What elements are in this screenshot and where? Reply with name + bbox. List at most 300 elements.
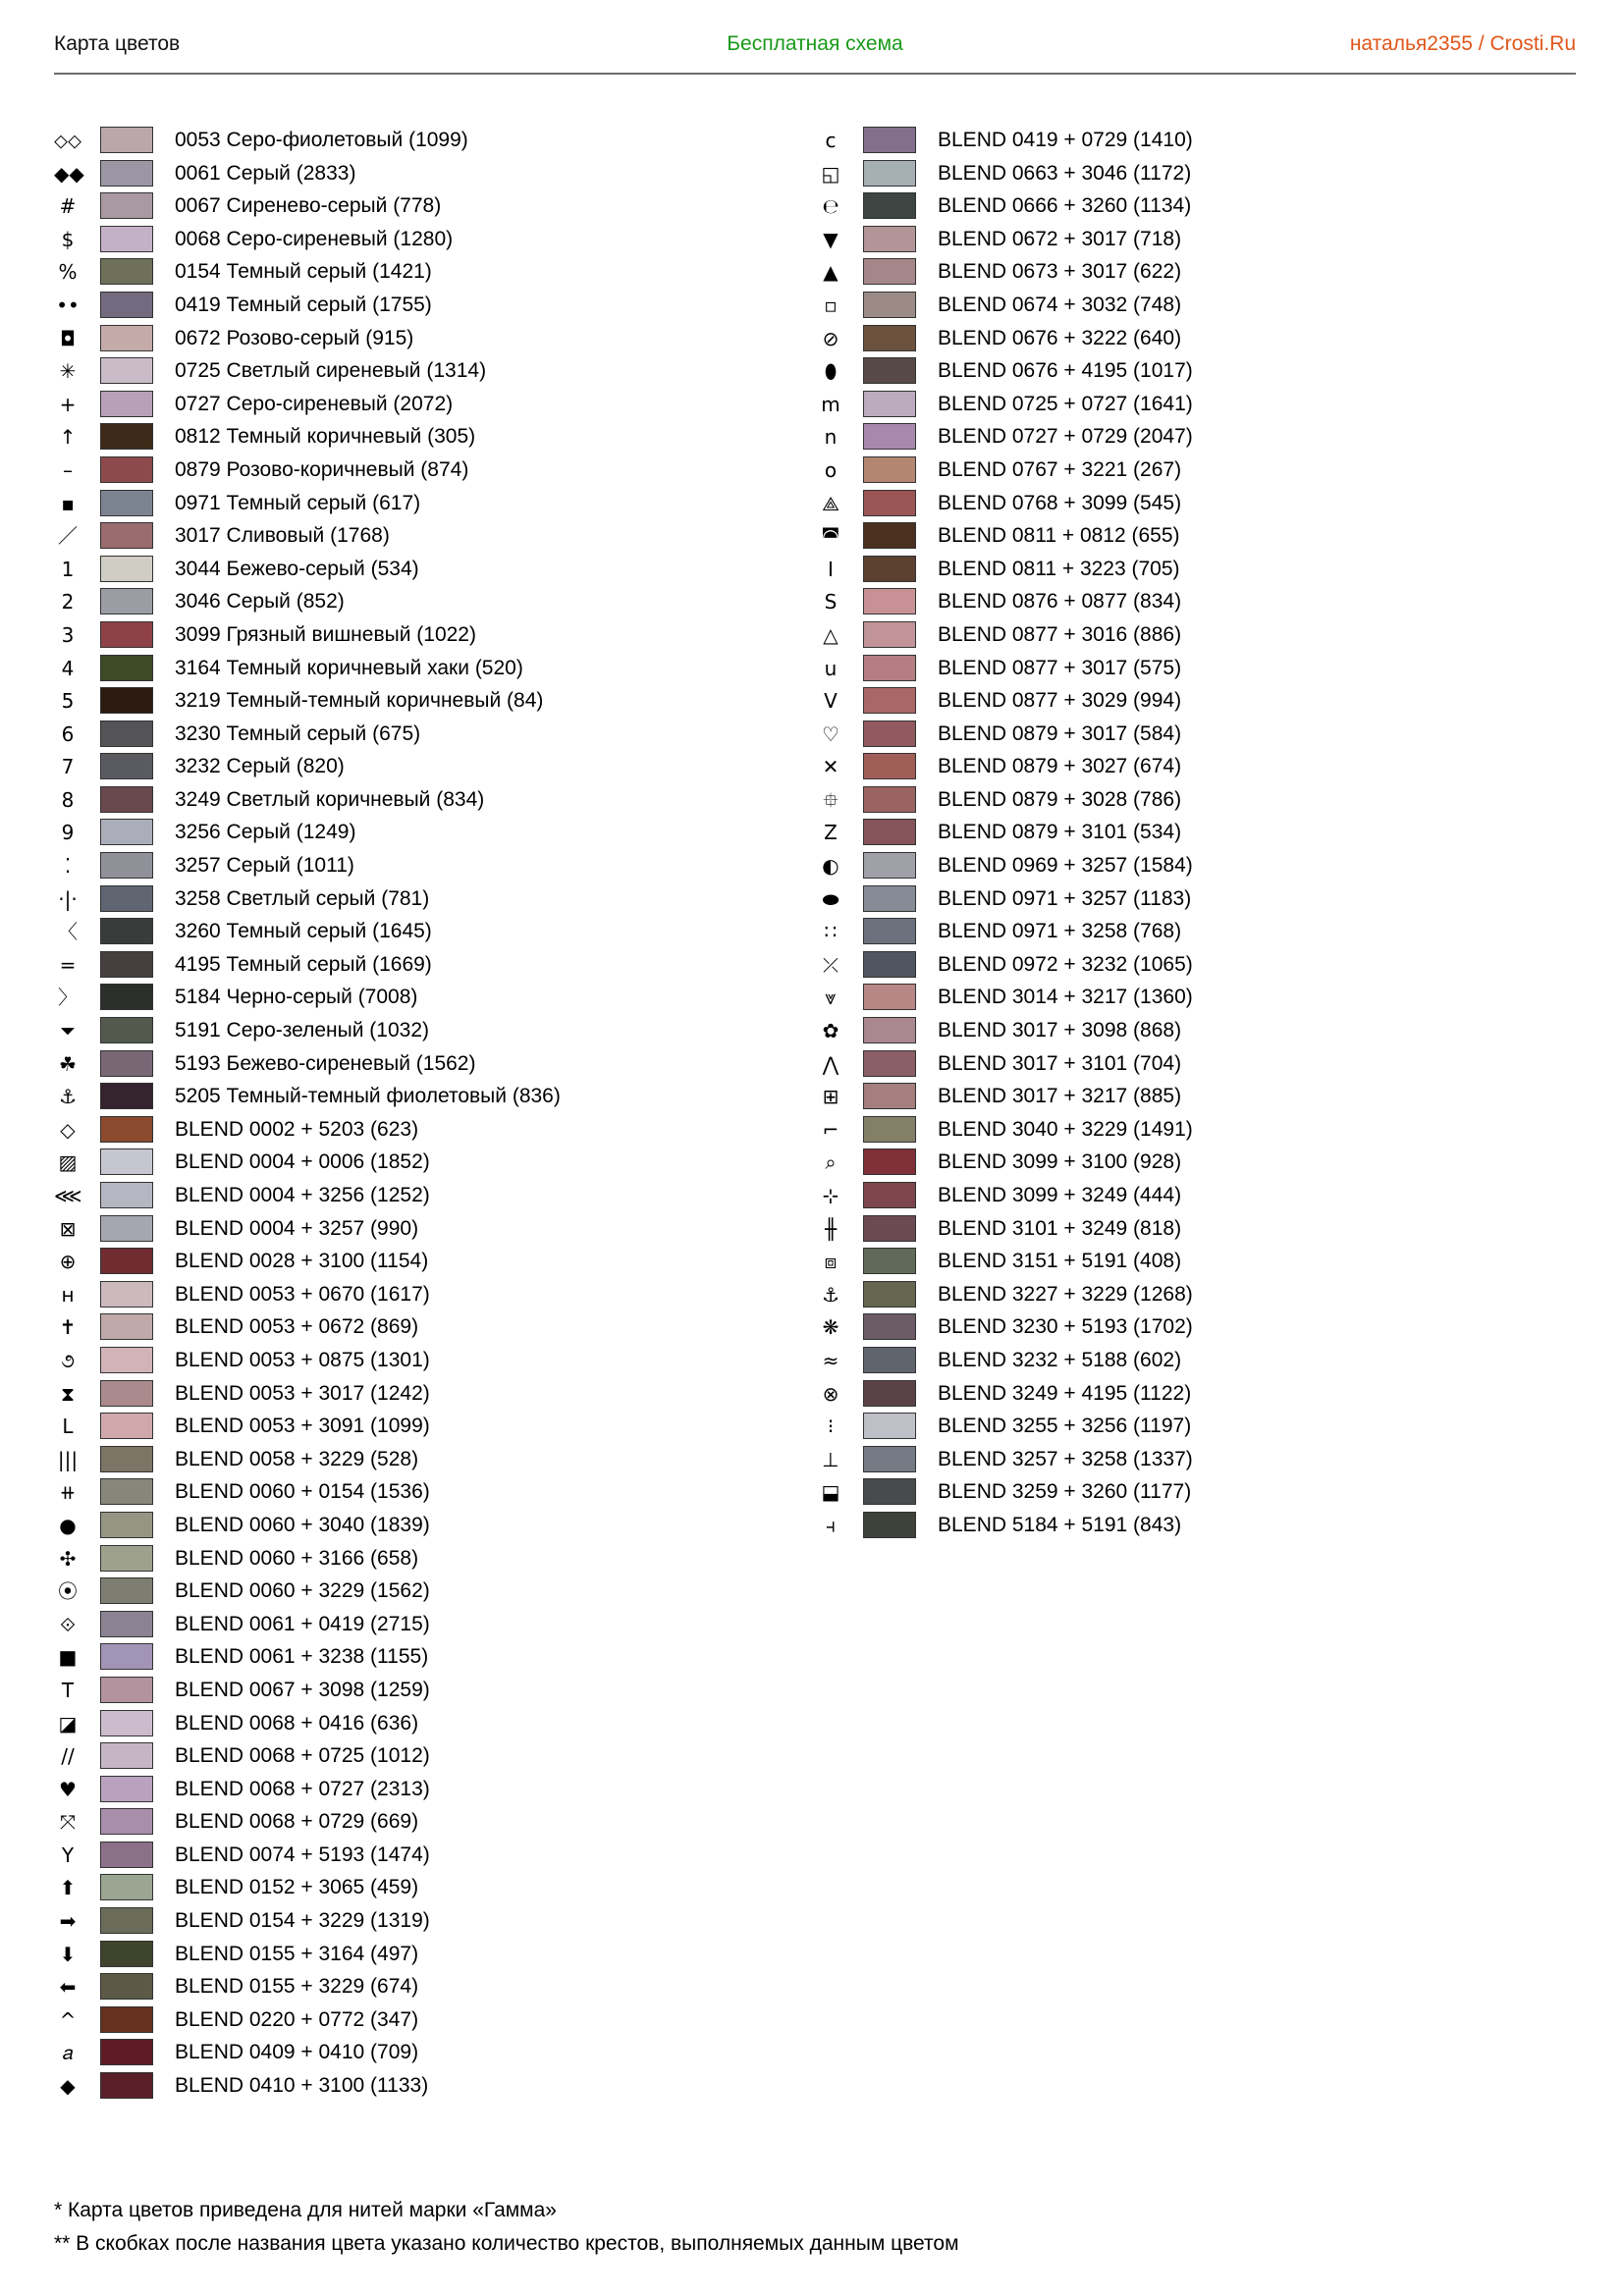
color-label: BLEND 0058 + 3229 (528) bbox=[175, 1447, 419, 1470]
stitch-symbol-icon: ⊞ bbox=[822, 1085, 839, 1109]
color-label: BLEND 0068 + 0416 (636) bbox=[175, 1711, 419, 1735]
color-row bbox=[54, 817, 761, 850]
color-label: BLEND 0154 + 3229 (1319) bbox=[175, 1909, 430, 1933]
color-label: 5193 Бежево-сиреневый (1562) bbox=[175, 1051, 476, 1075]
color-label: BLEND 0879 + 3101 (534) bbox=[938, 821, 1182, 844]
color-swatch bbox=[100, 721, 153, 747]
color-swatch bbox=[863, 588, 916, 614]
color-row bbox=[817, 554, 1524, 587]
color-swatch bbox=[863, 490, 916, 516]
color-swatch bbox=[100, 556, 153, 582]
color-label: BLEND 0811 + 3223 (705) bbox=[938, 557, 1180, 580]
color-row bbox=[817, 454, 1524, 488]
stitch-symbol-icon: ⊕ bbox=[59, 1250, 77, 1274]
color-row bbox=[54, 1971, 761, 2004]
color-label: BLEND 0152 + 3065 (459) bbox=[175, 1876, 419, 1899]
color-row bbox=[817, 224, 1524, 257]
stitch-symbol-icon: 3 bbox=[61, 622, 75, 647]
color-row bbox=[817, 751, 1524, 784]
color-label: BLEND 3040 + 3229 (1491) bbox=[938, 1117, 1193, 1141]
stitch-symbol-icon: ✕ bbox=[822, 755, 839, 779]
color-swatch bbox=[100, 1973, 153, 2000]
color-row bbox=[54, 982, 761, 1015]
stitch-symbol-icon: ⋀ bbox=[822, 1051, 839, 1076]
color-row bbox=[54, 1641, 761, 1675]
stitch-symbol-icon: ⬅ bbox=[59, 1975, 77, 2000]
color-label: BLEND 0155 + 3229 (674) bbox=[175, 1975, 419, 1999]
color-row bbox=[54, 125, 761, 158]
color-label: 0812 Темный коричневый (305) bbox=[175, 425, 476, 449]
color-row bbox=[54, 1774, 761, 1807]
color-label: 0154 Темный серый (1421) bbox=[175, 260, 432, 284]
color-row bbox=[817, 125, 1524, 158]
header-author-link[interactable]: наталья2355 / Crosti.Ru bbox=[1349, 32, 1576, 55]
stitch-symbol-icon: ⤧ bbox=[60, 1810, 76, 1835]
color-list-right bbox=[817, 125, 1524, 1543]
footer-note-count: ** В скобках после названия цвета указано количество крестов, выполняемых данным цветом bbox=[54, 2232, 959, 2255]
stitch-symbol-icon: ✿ bbox=[822, 1019, 839, 1043]
stitch-symbol-icon: ૭ bbox=[61, 1348, 75, 1372]
color-row bbox=[817, 520, 1524, 554]
stitch-symbol-icon: ⚓ bbox=[822, 1282, 839, 1307]
stitch-symbol-icon: ⫞ bbox=[826, 1513, 836, 1537]
color-label: BLEND 3017 + 3217 (885) bbox=[938, 1085, 1182, 1108]
stitch-symbol-icon: 7 bbox=[61, 755, 75, 779]
stitch-symbol-icon: ⊘ bbox=[822, 326, 839, 350]
color-swatch bbox=[100, 918, 153, 944]
color-row bbox=[54, 1708, 761, 1741]
color-label: BLEND 0876 + 0877 (834) bbox=[938, 590, 1182, 614]
color-swatch bbox=[100, 1413, 153, 1439]
stitch-symbol-icon: T bbox=[61, 1678, 75, 1702]
header-title: Карта цветов bbox=[54, 32, 181, 55]
stitch-symbol-icon: Y bbox=[61, 1842, 75, 1867]
color-label: BLEND 0676 + 3222 (640) bbox=[938, 326, 1182, 349]
stitch-symbol-icon: ▼ bbox=[823, 227, 839, 251]
color-label: 3258 Светлый серый (781) bbox=[175, 886, 430, 910]
stitch-symbol-icon: c bbox=[825, 129, 837, 152]
stitch-symbol-icon: ⩔ bbox=[825, 986, 837, 1010]
stitch-symbol-icon: ❋ bbox=[822, 1315, 839, 1340]
stitch-symbol-icon: ◘ bbox=[60, 326, 76, 350]
stitch-symbol-icon: ⌐ bbox=[822, 1117, 839, 1142]
stitch-symbol-icon: 4 bbox=[61, 656, 75, 680]
color-label: BLEND 0969 + 3257 (1584) bbox=[938, 854, 1193, 878]
color-row bbox=[817, 1279, 1524, 1312]
color-swatch bbox=[100, 1512, 153, 1538]
stitch-symbol-icon: ⬆ bbox=[59, 1876, 77, 1900]
color-row bbox=[817, 982, 1524, 1015]
color-label: 0727 Серо-сиреневый (2072) bbox=[175, 392, 454, 415]
stitch-symbol-icon: % bbox=[58, 260, 78, 285]
color-swatch bbox=[863, 1116, 916, 1143]
color-row bbox=[54, 850, 761, 883]
color-label: 3260 Темный серый (1645) bbox=[175, 920, 432, 943]
color-row bbox=[54, 355, 761, 389]
color-swatch bbox=[863, 1182, 916, 1208]
color-swatch bbox=[100, 1215, 153, 1242]
stitch-symbol-icon: ⊹ bbox=[822, 1184, 839, 1207]
color-label: BLEND 0672 + 3017 (718) bbox=[938, 227, 1182, 250]
color-swatch bbox=[100, 1907, 153, 1934]
color-swatch bbox=[100, 127, 153, 153]
color-label: BLEND 0811 + 0812 (655) bbox=[938, 524, 1180, 548]
stitch-symbol-icon: ∷ bbox=[824, 920, 838, 944]
color-swatch bbox=[100, 258, 153, 285]
stitch-symbol-icon: n bbox=[824, 425, 838, 450]
color-label: BLEND 0971 + 3258 (768) bbox=[938, 920, 1182, 943]
color-row bbox=[54, 454, 761, 488]
stitch-symbol-icon: 6 bbox=[61, 721, 75, 746]
color-swatch bbox=[100, 1116, 153, 1143]
stitch-symbol-icon: 5 bbox=[61, 689, 75, 714]
color-row bbox=[54, 1510, 761, 1543]
stitch-symbol-icon: 2 bbox=[61, 590, 75, 614]
stitch-symbol-icon: ✳ bbox=[59, 359, 77, 384]
color-row bbox=[54, 1476, 761, 1510]
footer-note-brand: * Карта цветов приведена для нитей марки «Гамма» bbox=[54, 2199, 557, 2221]
color-label: 3232 Серый (820) bbox=[175, 755, 345, 778]
stitch-symbol-icon: ✣ bbox=[59, 1546, 77, 1571]
color-label: BLEND 0053 + 0875 (1301) bbox=[175, 1348, 430, 1371]
color-row bbox=[817, 190, 1524, 224]
color-label: BLEND 0004 + 0006 (1852) bbox=[175, 1150, 430, 1174]
color-row bbox=[54, 1246, 761, 1279]
color-row bbox=[54, 619, 761, 653]
stitch-symbol-icon: 𝑎 bbox=[62, 2041, 74, 2065]
color-swatch bbox=[863, 1050, 916, 1077]
color-row bbox=[54, 883, 761, 917]
stitch-symbol-icon: ^ bbox=[59, 2007, 77, 2032]
stitch-symbol-icon: ⁚ bbox=[64, 854, 72, 879]
color-row bbox=[817, 389, 1524, 422]
color-row bbox=[817, 355, 1524, 389]
color-label: 4195 Темный серый (1669) bbox=[175, 952, 432, 976]
color-swatch bbox=[863, 1148, 916, 1175]
color-swatch bbox=[863, 292, 916, 318]
color-row bbox=[817, 1476, 1524, 1510]
color-swatch bbox=[100, 325, 153, 351]
stitch-symbol-icon: ⤫ bbox=[823, 952, 839, 977]
color-swatch bbox=[100, 1182, 153, 1208]
color-label: BLEND 0028 + 3100 (1154) bbox=[175, 1250, 429, 1273]
color-swatch bbox=[100, 1347, 153, 1373]
color-label: 3249 Светлый коричневый (834) bbox=[175, 787, 485, 811]
color-swatch bbox=[100, 1742, 153, 1769]
color-swatch bbox=[100, 852, 153, 879]
color-row bbox=[817, 158, 1524, 191]
color-row bbox=[54, 1345, 761, 1378]
stitch-symbol-icon: ⚓ bbox=[59, 1085, 77, 1109]
color-swatch bbox=[100, 456, 153, 483]
color-row bbox=[54, 224, 761, 257]
color-swatch bbox=[863, 918, 916, 944]
color-label: BLEND 3017 + 3098 (868) bbox=[938, 1019, 1182, 1042]
color-row bbox=[817, 488, 1524, 521]
stitch-symbol-icon: ⧗ bbox=[60, 1381, 76, 1406]
stitch-symbol-icon: u bbox=[824, 656, 838, 680]
color-row bbox=[54, 1939, 761, 1972]
color-row bbox=[817, 916, 1524, 949]
color-swatch bbox=[100, 1808, 153, 1835]
color-row bbox=[817, 719, 1524, 752]
color-label: BLEND 0068 + 0729 (669) bbox=[175, 1810, 419, 1834]
color-label: 5184 Черно-серый (7008) bbox=[175, 986, 418, 1009]
color-label: BLEND 0061 + 0419 (2715) bbox=[175, 1612, 430, 1635]
stitch-symbol-icon: Z bbox=[824, 821, 838, 845]
color-swatch bbox=[863, 1248, 916, 1274]
color-row bbox=[54, 1147, 761, 1180]
color-label: BLEND 3230 + 5193 (1702) bbox=[938, 1315, 1193, 1339]
color-label: BLEND 0060 + 0154 (1536) bbox=[175, 1480, 430, 1504]
color-label: BLEND 3255 + 3256 (1197) bbox=[938, 1415, 1192, 1438]
stitch-symbol-icon: ◚ bbox=[821, 524, 840, 549]
color-row bbox=[817, 1081, 1524, 1114]
color-row bbox=[54, 1905, 761, 1939]
stitch-symbol-icon: ◆◆ bbox=[54, 161, 84, 186]
color-swatch bbox=[863, 456, 916, 483]
stitch-symbol-icon: ╫ bbox=[824, 1216, 838, 1241]
color-swatch bbox=[100, 2006, 153, 2033]
color-swatch bbox=[100, 2072, 153, 2099]
stitch-symbol-icon: ⬦⬦ bbox=[54, 129, 81, 152]
stitch-symbol-icon: ◆ bbox=[60, 2074, 76, 2099]
color-label: 0672 Розово-серый (915) bbox=[175, 326, 414, 349]
color-row bbox=[54, 1378, 761, 1412]
color-row bbox=[54, 1015, 761, 1048]
color-label: BLEND 3249 + 4195 (1122) bbox=[938, 1381, 1192, 1405]
stitch-symbol-icon: I bbox=[828, 557, 834, 581]
color-row bbox=[817, 1213, 1524, 1247]
color-label: BLEND 0074 + 5193 (1474) bbox=[175, 1842, 430, 1866]
color-label: BLEND 0053 + 3017 (1242) bbox=[175, 1381, 430, 1405]
header-free-scheme: Бесплатная схема bbox=[727, 32, 903, 55]
color-swatch bbox=[863, 127, 916, 153]
color-swatch bbox=[863, 885, 916, 912]
color-swatch bbox=[863, 325, 916, 351]
color-swatch bbox=[100, 1611, 153, 1637]
color-row bbox=[54, 1180, 761, 1213]
color-row bbox=[817, 1444, 1524, 1477]
stitch-symbol-icon: ⧺ bbox=[59, 1480, 77, 1505]
color-swatch bbox=[100, 1776, 153, 1802]
stitch-symbol-icon: ⁝ bbox=[827, 1415, 835, 1439]
color-row bbox=[817, 619, 1524, 653]
stitch-symbol-icon: L bbox=[62, 1415, 74, 1439]
color-swatch bbox=[100, 753, 153, 779]
color-label: BLEND 3017 + 3101 (704) bbox=[938, 1051, 1182, 1075]
color-label: BLEND 0673 + 3017 (622) bbox=[938, 260, 1182, 284]
color-label: BLEND 3232 + 5188 (602) bbox=[938, 1348, 1182, 1371]
stitch-symbol-icon: = bbox=[59, 952, 77, 977]
stitch-symbol-icon: ⊥ bbox=[822, 1447, 839, 1471]
stitch-symbol-icon: S bbox=[824, 590, 838, 614]
stitch-symbol-icon: – bbox=[63, 457, 73, 482]
stitch-symbol-icon: •• bbox=[56, 293, 80, 317]
color-swatch bbox=[100, 1545, 153, 1572]
color-swatch bbox=[100, 391, 153, 417]
color-row bbox=[817, 1378, 1524, 1412]
color-swatch bbox=[100, 1710, 153, 1736]
color-row bbox=[54, 1675, 761, 1708]
color-swatch bbox=[100, 292, 153, 318]
color-swatch bbox=[863, 852, 916, 879]
color-swatch bbox=[100, 687, 153, 714]
color-label: BLEND 0674 + 3032 (748) bbox=[938, 293, 1182, 316]
color-swatch bbox=[863, 786, 916, 813]
color-row bbox=[817, 1114, 1524, 1148]
color-label: 3099 Грязный вишневый (1022) bbox=[175, 622, 476, 646]
color-row bbox=[817, 653, 1524, 686]
color-label: BLEND 3257 + 3258 (1337) bbox=[938, 1447, 1193, 1470]
color-label: 3044 Бежево-серый (534) bbox=[175, 557, 419, 580]
color-label: BLEND 0877 + 3029 (994) bbox=[938, 689, 1182, 713]
color-label: BLEND 3151 + 5191 (408) bbox=[938, 1250, 1182, 1273]
color-label: BLEND 0060 + 3166 (658) bbox=[175, 1546, 419, 1570]
color-label: 0971 Темный серый (617) bbox=[175, 491, 421, 514]
stitch-symbol-icon: V bbox=[824, 689, 838, 714]
color-row bbox=[817, 1048, 1524, 1082]
color-row bbox=[54, 1740, 761, 1774]
color-label: BLEND 0004 + 3257 (990) bbox=[175, 1216, 419, 1240]
color-row bbox=[817, 949, 1524, 983]
color-swatch bbox=[863, 1347, 916, 1373]
color-row bbox=[54, 1048, 761, 1082]
color-label: BLEND 0879 + 3017 (584) bbox=[938, 721, 1182, 745]
color-row bbox=[54, 1444, 761, 1477]
color-label: BLEND 0767 + 3221 (267) bbox=[938, 457, 1182, 481]
color-swatch bbox=[863, 1446, 916, 1472]
color-row bbox=[817, 1015, 1524, 1048]
color-row bbox=[54, 290, 761, 323]
color-label: BLEND 0068 + 0725 (1012) bbox=[175, 1744, 430, 1768]
stitch-symbol-icon: ⏷ bbox=[60, 1019, 76, 1043]
stitch-symbol-icon: ≈ bbox=[822, 1348, 839, 1372]
color-row bbox=[817, 421, 1524, 454]
color-label: 3046 Серый (852) bbox=[175, 590, 345, 614]
color-row bbox=[817, 256, 1524, 290]
color-label: BLEND 0676 + 4195 (1017) bbox=[938, 359, 1193, 383]
stitch-symbol-icon: 8 bbox=[61, 787, 75, 812]
color-row bbox=[817, 1411, 1524, 1444]
color-label: 0419 Темный серый (1755) bbox=[175, 293, 432, 316]
color-swatch bbox=[863, 1380, 916, 1407]
stitch-symbol-icon: ⟁ bbox=[822, 491, 839, 515]
color-swatch bbox=[100, 1478, 153, 1505]
color-row bbox=[817, 1180, 1524, 1213]
color-row bbox=[54, 554, 761, 587]
color-swatch bbox=[863, 357, 916, 384]
color-label: 0068 Серо-сиреневый (1280) bbox=[175, 227, 454, 250]
stitch-symbol-icon: ⬇ bbox=[59, 1942, 77, 1966]
color-swatch bbox=[863, 1512, 916, 1538]
stitch-symbol-icon: ■ bbox=[58, 1645, 78, 1670]
color-label: BLEND 0877 + 3016 (886) bbox=[938, 622, 1182, 646]
color-swatch bbox=[863, 687, 916, 714]
color-swatch bbox=[863, 721, 916, 747]
color-row bbox=[817, 323, 1524, 356]
color-label: BLEND 0067 + 3098 (1259) bbox=[175, 1678, 430, 1701]
stitch-symbol-icon: ➡ bbox=[59, 1909, 77, 1934]
stitch-symbol-icon: ▫ bbox=[824, 293, 838, 317]
color-swatch bbox=[100, 1577, 153, 1604]
color-label: BLEND 0053 + 3091 (1099) bbox=[175, 1415, 430, 1438]
stitch-symbol-icon: ♥ bbox=[59, 1777, 77, 1801]
color-row bbox=[817, 817, 1524, 850]
color-label: 3257 Серый (1011) bbox=[175, 854, 354, 878]
footer-notes bbox=[54, 2194, 959, 2261]
color-row bbox=[54, 158, 761, 191]
stitch-symbol-icon: m bbox=[821, 392, 840, 416]
color-row bbox=[54, 1279, 761, 1312]
stitch-symbol-icon: ↑ bbox=[59, 425, 77, 450]
color-swatch bbox=[100, 1313, 153, 1340]
color-row bbox=[54, 1311, 761, 1345]
color-row bbox=[54, 256, 761, 290]
color-label: 3256 Серый (1249) bbox=[175, 821, 356, 844]
stitch-symbol-icon: н bbox=[61, 1282, 75, 1307]
color-label: BLEND 0002 + 5203 (623) bbox=[175, 1117, 419, 1141]
color-swatch bbox=[100, 423, 153, 450]
color-label: 0053 Серо-фиолетовый (1099) bbox=[175, 129, 468, 151]
stitch-symbol-icon: ♡ bbox=[822, 721, 839, 746]
stitch-symbol-icon: ||| bbox=[57, 1447, 79, 1471]
color-swatch bbox=[863, 1215, 916, 1242]
color-row bbox=[54, 916, 761, 949]
color-swatch bbox=[863, 984, 916, 1010]
color-swatch bbox=[100, 1842, 153, 1868]
stitch-symbol-icon: ⬓ bbox=[821, 1480, 840, 1505]
color-row bbox=[54, 1806, 761, 1840]
stitch-symbol-icon: ◱ bbox=[821, 161, 840, 186]
color-swatch bbox=[863, 1017, 916, 1043]
color-row bbox=[817, 850, 1524, 883]
color-swatch bbox=[100, 1248, 153, 1274]
color-row bbox=[54, 1543, 761, 1576]
color-label: BLEND 0879 + 3027 (674) bbox=[938, 755, 1182, 778]
stitch-symbol-icon: + bbox=[59, 392, 77, 416]
color-label: 0067 Сиренево-серый (778) bbox=[175, 194, 442, 218]
color-label: 0725 Светлый сиреневый (1314) bbox=[175, 359, 487, 383]
color-swatch bbox=[863, 258, 916, 285]
color-swatch bbox=[863, 192, 916, 219]
color-swatch bbox=[100, 1050, 153, 1077]
color-swatch bbox=[100, 1677, 153, 1703]
color-label: BLEND 3014 + 3217 (1360) bbox=[938, 986, 1193, 1009]
color-label: BLEND 0666 + 3260 (1134) bbox=[938, 194, 1192, 218]
color-label: BLEND 0727 + 0729 (2047) bbox=[938, 425, 1193, 449]
color-label: BLEND 0004 + 3256 (1252) bbox=[175, 1184, 430, 1206]
color-swatch bbox=[863, 1281, 916, 1308]
color-row bbox=[817, 290, 1524, 323]
color-swatch bbox=[863, 1313, 916, 1340]
color-row bbox=[817, 1510, 1524, 1543]
stitch-symbol-icon: ⊗ bbox=[822, 1381, 839, 1406]
color-swatch bbox=[863, 621, 916, 648]
color-label: BLEND 3259 + 3260 (1177) bbox=[938, 1480, 1192, 1504]
color-label: BLEND 0068 + 0727 (2313) bbox=[175, 1777, 430, 1800]
color-swatch bbox=[100, 1017, 153, 1043]
color-swatch bbox=[100, 522, 153, 549]
color-swatch bbox=[100, 786, 153, 813]
page-header bbox=[54, 29, 1576, 75]
color-row bbox=[54, 2037, 761, 2070]
stitch-symbol-icon: // bbox=[61, 1744, 75, 1769]
color-label: BLEND 0155 + 3164 (497) bbox=[175, 1942, 419, 1965]
color-swatch bbox=[100, 1446, 153, 1472]
color-label: BLEND 0877 + 3017 (575) bbox=[938, 656, 1182, 679]
color-label: BLEND 0220 + 0772 (347) bbox=[175, 2007, 419, 2031]
